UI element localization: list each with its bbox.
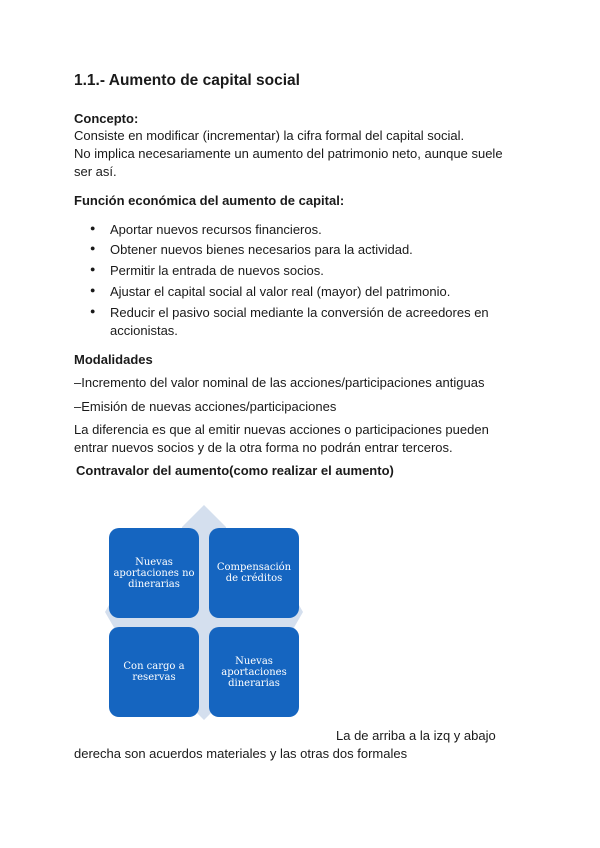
diagram-box-aportaciones-no-dinerarias: Nuevas aportaciones no dinerarias <box>109 528 199 618</box>
contravalor-diagram <box>105 505 303 720</box>
bullet-icon: ● <box>90 285 96 295</box>
funcion-item-1: Aportar nuevos recursos financieros. <box>110 222 322 237</box>
concepto-line-2: No implica necesariamente un aumento del patrimonio neto, aunque suele <box>74 146 503 161</box>
concepto-line-3: ser así. <box>74 164 117 179</box>
modalidades-item-1: –Incremento del valor nominal de las acciones/participaciones antiguas <box>74 375 485 390</box>
funcion-item-5: Reducir el pasivo social mediante la conversión de acreedores en <box>110 305 489 320</box>
funcion-item-3: Permitir la entrada de nuevos socios. <box>110 263 324 278</box>
note-line-2: derecha son acuerdos materiales y las otras dos formales <box>74 746 408 761</box>
bullet-icon: ● <box>90 243 96 253</box>
modalidades-heading: Modalidades <box>74 352 153 367</box>
diagram-box-cargo-reservas: Con cargo a reservas <box>109 627 199 717</box>
bullet-icon: ● <box>90 264 96 274</box>
concepto-heading: Concepto: <box>74 111 139 126</box>
contravalor-heading: Contravalor del aumento(como realizar el aumento) <box>76 463 394 478</box>
funcion-item-4: Ajustar el capital social al valor real (mayor) del patrimonio. <box>110 284 451 299</box>
funcion-item-5-cont: accionistas. <box>110 323 178 338</box>
funcion-item-2: Obtener nuevos bienes necesarios para la actividad. <box>110 242 413 257</box>
funcion-heading: Función económica del aumento de capital: <box>74 193 345 208</box>
modalidades-para-2: entrar nuevos socios y de la otra forma no podrán entrar terceros. <box>74 440 453 455</box>
diagram-box-aportaciones-dinerarias: Nuevas aportaciones dinerarias <box>209 627 299 717</box>
concepto-line-1: Consiste en modificar (incrementar) la cifra formal del capital social. <box>74 128 465 143</box>
page-title: 1.1.- Aumento de capital social <box>74 72 300 89</box>
modalidades-item-2: –Emisión de nuevas acciones/participaciones <box>74 399 337 414</box>
bullet-icon: ● <box>90 223 96 233</box>
note-line-1: La de arriba a la izq y abajo <box>336 728 496 743</box>
modalidades-para-1: La diferencia es que al emitir nuevas acciones o participaciones pueden <box>74 422 489 437</box>
bullet-icon: ● <box>90 306 96 316</box>
diagram-box-compensacion-creditos: Compensación de créditos <box>209 528 299 618</box>
